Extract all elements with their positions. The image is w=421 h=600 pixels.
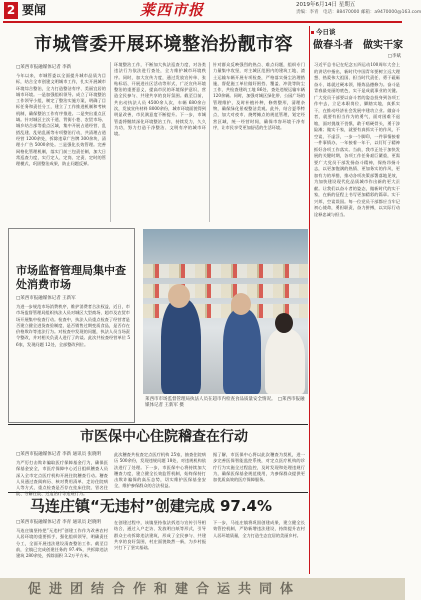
- side-author: □李斌: [387, 54, 401, 59]
- headline-main: 市城管委开展环境整治扮靓市容: [34, 34, 293, 55]
- editor-info: 责编：李青 电话：88470000 邮箱：a9470000@163.com: [296, 10, 421, 15]
- article1-byline: □莱西市报融媒体记者 李新: [16, 65, 72, 70]
- article3-col3: 据了解，市医保中心将以此次稽查为契机，进一步完善医保智能监控系统，对定点医疗机构的诊疗行为实施全过程监控，及时发现和处理违规行为，确保医保基金规范使用，为参保群众提供更加优质高效的医疗保障服务。: [213, 452, 305, 483]
- page-number: 2: [4, 2, 18, 19]
- section-name: 要闻: [22, 3, 47, 17]
- article4-col3: 下一步，马连庄镇将巩固创建成果，建立健全长效管控机制，严防新增违法建设，持续提升农村人居环境质量，全力打造生态宜居的美丽乡村。: [213, 520, 305, 538]
- side-headline: 做春斗者 做实干家: [313, 40, 403, 51]
- article3-col2: 此次稽查共检查定点医疗机构 25家，抽查住院病历 500余份，发现违规问题 18处，对违规机构依法进行了处理。下一步，市医保中心将持续加大稽查力度，建立健全长效监管机制，始终保持打击欺诈骗保的高压态势，切实维护医保基金安全，维护参保群众的合法权益。: [114, 452, 206, 489]
- today-talk-tag: 今日谈: [311, 28, 351, 37]
- article1-col1: 今年以来，市城管委以全面提升城市品质为目标，结合全市创建文明城市工作，扎实开展城市环境综合整治，全力打造整洁有序、美丽宜居的城市环境。一是加强组织领导。成立了环境整治工作领导小组，制定了整治实施方案，明确了目标任务和责任分工，建立了工作推进机制和考核机制，确保整治工作有序推进。二是突出重点区域。针对城区主次干道、背街小巷、农贸市场、城乡结合部等重点区域，集中开展占道经营、乱搭乱建、乱贴乱画等专项整治行动，共清理占道经营 1200余处，拆除违章广告牌 300余块，清理小广告 5000余处。三是强化长效管理。完善网格化管理机制，落实门前三包责任制，加大日常巡查力度，实行定人、定岗、定责、定时的管理模式，巩固整治成果，防止问题反弹。: [16, 73, 106, 167]
- news-photo: [143, 229, 308, 394]
- article1-col3: 针对群众反映强烈的热点、难点问题，组织专门力量集中攻坚，对主城区范围内的建筑工地、渣土运输车辆开展专项检查，严格落实扬尘治理措施，督促施工单位做好围挡、覆盖、冲洗等防尘工作，共检查建筑工地 86处，查处违规运输车辆 120余辆。同时，加强对城区绿化带、公园广场的管理维护，及时补植补种，修剪整形，清理杂物，确保绿化景观整洁美观。此外，结合夏季特点，加大对夜市、烧烤摊点的规范管理，划定经营区域，统一经营时间，确保市容环境干净有序，让市民享受更加舒适的生活环境。: [213, 62, 305, 130]
- article1-col2: 环境整治工作，不断加大执法巡查力度，对各类违法行为依法进行查处，全力维护城市环境秩序。同时，加大宣传力度，通过发放宣传单、张贴标语、开展进社区活动等形式，广泛宣传环境整治的重要意义，提高市民的环境保护意识，营造全民参与、共建共享的良好氛围。截至目前，共出动执法人员 4500余人次，车辆 680余台次，发放宣传材料 8000余份，城市环境面貌得到明显改善，市民满意度不断提升。下一步，市城管委将继续深化环境整治工作，持续发力，久久为功，努力打造干净整洁、文明有序的城市环境。: [114, 62, 206, 137]
- section-rule: [8, 492, 308, 493]
- column-divider: [110, 62, 111, 222]
- header-rule: [3, 21, 402, 23]
- article4-col1: 马连庄镇坚持把“无违村”创建工作作为改善农村人居环境的重要抓手，强化组织领导，明确责任分工，全面开展违法建设清查整治工作。截至目前，全镇已完成创建任务的 97.4%，共拆除违法建筑 280余处，拆除面积 3.2万平方米。: [16, 528, 108, 559]
- article2-body: 为进一步规范市场消费秩序，维护消费者合法权益，近日，市市场监督管理局组织执法人员对城区大型商场、超市及农贸市场开展集中检查行动。检查中，执法人员重点检查了经营者是否建立健全进货查验制度，是否销售过期变质食品，是否存在价格欺诈等违法行为。对检查中发现的问题，执法人员当场责令整改，并对相关负责人进行了约谈。此次共检查经营单位 56家，发现问题 12处，全部整改到位。: [16, 304, 130, 347]
- column-divider: [209, 62, 210, 222]
- article4-byline: □莱西市报融媒体记者 李青 通讯员 赵晓明: [16, 520, 102, 525]
- article3-headline: 市医保中心住院稽查在行动: [80, 429, 248, 445]
- article4-col2: 在创建过程中，该镇坚持依法拆违与宣传引导相结合，通过入户走访、发放明白纸等形式，引导群众主动拆除违法建筑，形成了全民参与、共建共享的良好氛围，村庄面貌焕然一新，为乡村振兴打下了坚实基础。: [114, 520, 206, 551]
- footer-slogan: 促进团结合作和建合运共同体: [28, 582, 302, 597]
- article2-headline: 市场监督管理局集中查处消费市场: [16, 264, 126, 291]
- photo-caption: 莱西市市场监督管理局执法人员在超市内检查食品质量安全情况。 □莱西市报融媒体记者 王新军 摄: [145, 397, 305, 408]
- article3-col1: 为严厉打击欺诈骗取医疗保障基金行为，确保医保基金安全，市医疗保障中心近日组织稽查人员深入全市定点医疗机构开展住院稽查行动。稽查人员通过查阅病历、核对费用清单、走访住院病人等方式，重点检查是否存在挂床住院、冒名住院、分解住院、过度治疗等违规行为。: [16, 460, 108, 497]
- issue-date: 2019年6月14日 星期五: [296, 2, 356, 8]
- section-rule: [8, 424, 308, 425]
- side-body: 习近平总书记在纪念五四运动100周年大会上的讲话中指出，新时代中国青年要树立远大理想、热爱伟大祖国、担当时代责任、勇于砥砺奋斗、练就过硬本领、锤炼品德修为。奋斗是青春最亮丽的底色，实干是成就事业的关键。广大党员干部要以奋斗者的姿态投身到各项工作中去，立足本职岗位，脚踏实地，真抓实干，在推动经济社会发展中建功立业。做奋斗者，就要有担当作为的勇气，面对困难不退缩，面对挑战不畏惧，敢于啃硬骨头，勇于涉险滩；做实干家，就要有真抓实干的作风，不空谈、不虚浮，一步一个脚印，一件事情接着一件事情办，一年接着一年干，以钉钉子精神抓好各项工作落实。当前，我市正处于加快发展的关键时期，各项工作任务艰巨繁重，更需要广大党员干部发扬奋斗精神，保持昂扬斗志，以更加饱满的热情、更加务实的作风、更加有力的举措，推动各项决策部署落地见效，为加快建设现代化品质城市作出新的更大贡献。让我们以奋斗者的姿态，做新时代的实干家，在新的征程上书写更加精彩的篇章。实干兴邦，空谈误国。每一位党员干部都应当牢记初心使命，勇担职责，奋力拼搏，以实际行动诠释忠诚与担当。: [314, 62, 400, 217]
- paper-logo: 莱西市报: [140, 1, 205, 19]
- article2-byline: □莱西市报融媒体记者 王新军: [16, 296, 76, 301]
- side-divider: [309, 26, 310, 574]
- article4-headline: 马连庄镇“无违村”创建完成 97.4%: [30, 497, 272, 515]
- article3-byline: □莱西市报融媒体记者 李新 通讯员 张晓明: [16, 452, 102, 457]
